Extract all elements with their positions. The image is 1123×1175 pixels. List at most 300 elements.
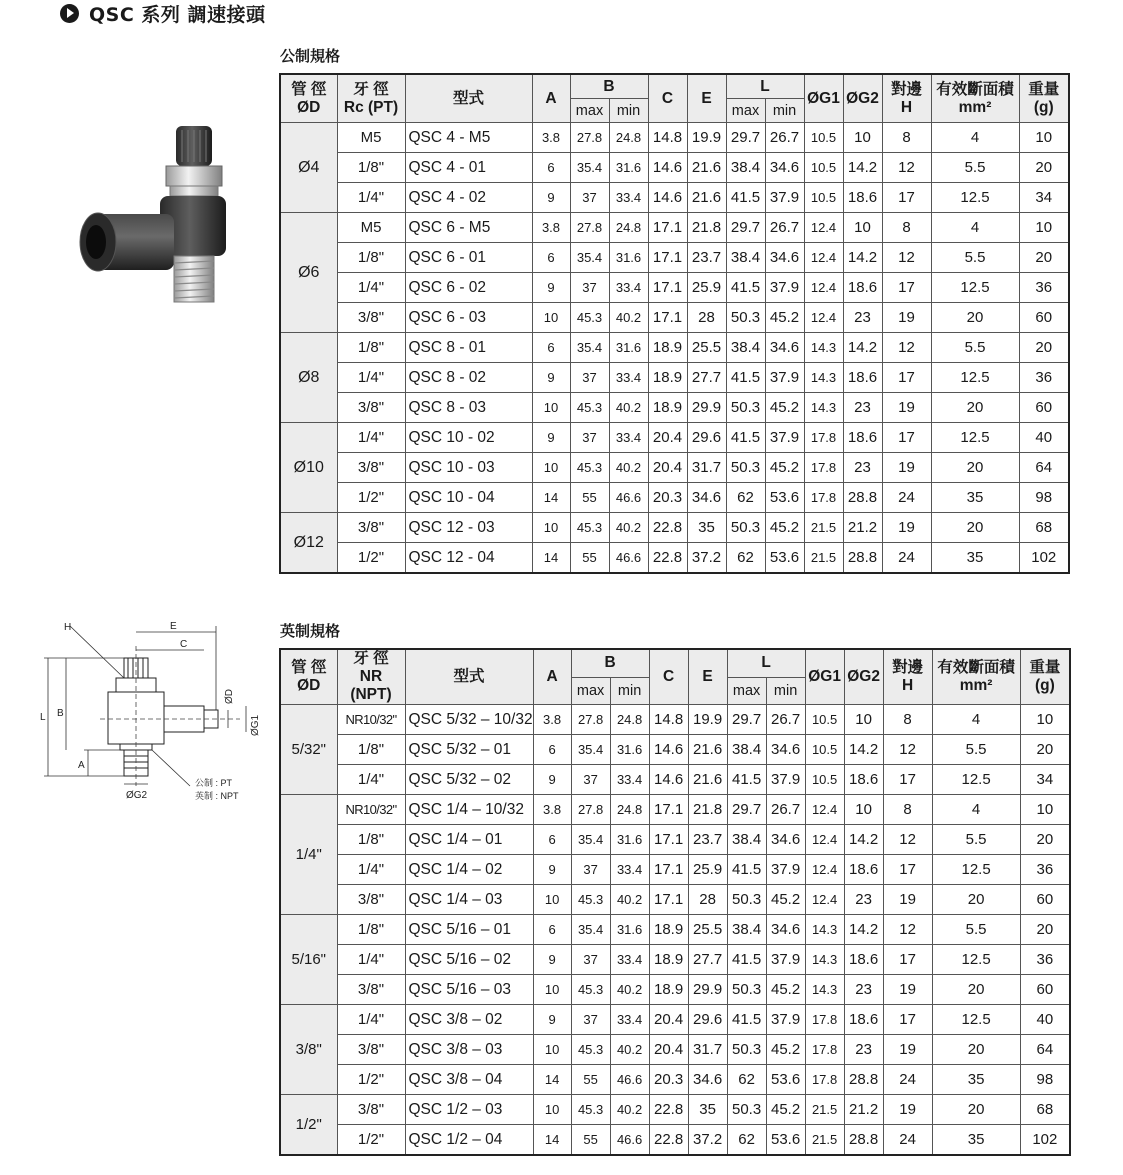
g1-cell: 14.3 — [804, 333, 843, 363]
g2-cell: 18.6 — [844, 855, 883, 885]
tube-dia-cell: Ø12 — [280, 513, 337, 574]
e-cell: 35 — [687, 513, 726, 543]
g2-cell: 23 — [843, 393, 882, 423]
e-cell: 37.2 — [687, 543, 726, 574]
drawing-label-b: B — [57, 708, 64, 719]
e-cell: 29.9 — [687, 393, 726, 423]
a-cell: 9 — [532, 183, 570, 213]
drawing-label-g2: ØG2 — [126, 790, 148, 801]
col-header-tube-dia-line: 管 徑 — [291, 659, 327, 676]
col-header-b: B — [570, 74, 648, 99]
h-cell: 17 — [882, 183, 931, 213]
a-cell: 10 — [532, 513, 570, 543]
table-row — [280, 765, 1070, 795]
col-header-thread-line: NR (NPT) — [350, 668, 392, 703]
l-max-cell: 62 — [726, 543, 765, 574]
b-min-cell: 40.2 — [609, 453, 648, 483]
col-header-l-min: min — [765, 99, 804, 123]
l-max-cell: 41.5 — [727, 1005, 766, 1035]
e-cell: 25.9 — [688, 855, 727, 885]
col-header-b: B — [571, 649, 649, 677]
a-cell: 6 — [533, 735, 571, 765]
g2-cell: 28.8 — [843, 483, 882, 513]
tube-dia-cell: 3/8" — [280, 1005, 337, 1095]
table-row — [280, 243, 1069, 273]
thread-cell: 1/4" — [337, 765, 405, 795]
tube-dia-cell: 5/32" — [280, 705, 337, 795]
metric-spec-table — [279, 73, 1070, 574]
g1-cell: 17.8 — [805, 1065, 844, 1095]
col-header-tube-dia-line: 管 徑 — [291, 80, 327, 98]
b-min-cell: 40.2 — [610, 1095, 649, 1125]
h-cell: 19 — [883, 1035, 932, 1065]
drawing-label-h: H — [64, 622, 72, 633]
g1-cell: 10.5 — [805, 735, 844, 765]
col-header-a: A — [532, 74, 570, 123]
g1-cell: 12.4 — [805, 795, 844, 825]
weight-cell: 40 — [1020, 1005, 1070, 1035]
b-max-cell: 37 — [571, 855, 610, 885]
table-row — [280, 333, 1069, 363]
c-cell: 14.6 — [648, 153, 687, 183]
col-header-area-line: mm² — [958, 98, 992, 116]
e-cell: 29.6 — [688, 1005, 727, 1035]
g2-cell: 14.2 — [843, 333, 882, 363]
model-cell: QSC 4 - 01 — [405, 153, 532, 183]
l-min-cell: 45.2 — [766, 975, 805, 1005]
thread-cell: 3/8" — [337, 1035, 405, 1065]
h-cell: 19 — [883, 1095, 932, 1125]
g1-cell: 12.4 — [804, 303, 843, 333]
col-header-b-max: max — [571, 677, 610, 704]
model-cell: QSC 8 - 01 — [405, 333, 532, 363]
l-min-cell: 26.7 — [765, 213, 804, 243]
l-min-cell: 34.6 — [766, 915, 805, 945]
col-header-weight — [1019, 74, 1069, 123]
table-row — [280, 153, 1069, 183]
g2-cell: 18.6 — [843, 363, 882, 393]
model-cell: QSC 10 - 03 — [405, 453, 532, 483]
h-cell: 8 — [883, 795, 932, 825]
l-max-cell: 29.7 — [726, 213, 765, 243]
area-cell: 20 — [931, 303, 1019, 333]
h-cell: 8 — [882, 123, 931, 153]
l-min-cell: 53.6 — [766, 1065, 805, 1095]
c-cell: 17.1 — [649, 795, 688, 825]
model-cell: QSC 1/2 – 03 — [405, 1095, 533, 1125]
h-cell: 12 — [883, 825, 932, 855]
b-min-cell: 40.2 — [609, 303, 648, 333]
area-cell: 20 — [932, 975, 1020, 1005]
weight-cell: 98 — [1020, 1065, 1070, 1095]
c-cell: 20.4 — [648, 453, 687, 483]
e-cell: 21.6 — [688, 735, 727, 765]
a-cell: 9 — [533, 855, 571, 885]
l-max-cell: 50.3 — [726, 453, 765, 483]
weight-cell: 20 — [1019, 153, 1069, 183]
b-min-cell: 24.8 — [609, 213, 648, 243]
g2-cell: 23 — [844, 1035, 883, 1065]
c-cell: 22.8 — [648, 513, 687, 543]
c-cell: 14.8 — [649, 705, 688, 735]
c-cell: 14.8 — [648, 123, 687, 153]
h-cell: 8 — [882, 213, 931, 243]
weight-cell: 36 — [1020, 945, 1070, 975]
b-max-cell: 45.3 — [570, 393, 609, 423]
thread-cell: 1/4" — [337, 1005, 405, 1035]
e-cell: 31.7 — [688, 1035, 727, 1065]
a-cell: 3.8 — [533, 795, 571, 825]
model-cell: QSC 6 - 03 — [405, 303, 532, 333]
col-header-area — [931, 74, 1019, 123]
thread-cell: 1/8" — [337, 915, 405, 945]
thread-cell: 1/4" — [337, 183, 405, 213]
model-cell: QSC 6 - 02 — [405, 273, 532, 303]
model-cell: QSC 12 - 03 — [405, 513, 532, 543]
g2-cell: 10 — [843, 123, 882, 153]
b-min-cell: 31.6 — [609, 333, 648, 363]
c-cell: 20.3 — [648, 483, 687, 513]
h-cell: 12 — [882, 243, 931, 273]
l-max-cell: 38.4 — [726, 153, 765, 183]
h-cell: 17 — [883, 765, 932, 795]
b-min-cell: 31.6 — [609, 243, 648, 273]
a-cell: 14 — [533, 1065, 571, 1095]
l-max-cell: 41.5 — [727, 765, 766, 795]
drawing-label-a: A — [78, 760, 85, 771]
model-cell: QSC 1/4 – 10/32 — [405, 795, 533, 825]
l-max-cell: 50.3 — [726, 303, 765, 333]
col-header-h-line: 對邊 — [892, 659, 924, 676]
col-header-c: C — [649, 649, 688, 705]
b-max-cell: 27.8 — [570, 213, 609, 243]
e-cell: 28 — [687, 303, 726, 333]
header-row — [280, 74, 1069, 99]
l-min-cell: 53.6 — [766, 1125, 805, 1156]
tube-dia-cell: 5/16" — [280, 915, 337, 1005]
h-cell: 24 — [883, 1125, 932, 1156]
col-header-thread-line: 牙 徑 — [353, 650, 389, 667]
h-cell: 19 — [882, 453, 931, 483]
col-header-area-line: 有效斷面積 — [936, 80, 1014, 98]
g2-cell: 23 — [843, 453, 882, 483]
area-cell: 5.5 — [932, 915, 1020, 945]
b-max-cell: 35.4 — [571, 825, 610, 855]
a-cell: 6 — [532, 243, 570, 273]
model-cell: QSC 10 - 04 — [405, 483, 532, 513]
drawing-label-e: E — [170, 621, 177, 632]
b-max-cell: 45.3 — [571, 975, 610, 1005]
b-min-cell: 24.8 — [610, 795, 649, 825]
b-max-cell: 37 — [570, 423, 609, 453]
g1-cell: 21.5 — [804, 543, 843, 574]
b-min-cell: 31.6 — [610, 735, 649, 765]
l-min-cell: 37.9 — [765, 183, 804, 213]
c-cell: 17.1 — [648, 273, 687, 303]
h-cell: 17 — [882, 273, 931, 303]
col-header-area — [932, 649, 1020, 705]
a-cell: 14 — [533, 1125, 571, 1156]
col-header-area-line: 有效斷面積 — [937, 659, 1015, 676]
g1-cell: 17.8 — [805, 1035, 844, 1065]
area-cell: 20 — [931, 453, 1019, 483]
a-cell: 10 — [532, 453, 570, 483]
b-max-cell: 35.4 — [571, 735, 610, 765]
a-cell: 3.8 — [533, 705, 571, 735]
table-row — [280, 483, 1069, 513]
col-header-h-line: H — [900, 98, 913, 116]
g1-cell: 10.5 — [804, 183, 843, 213]
model-cell: QSC 12 - 04 — [405, 543, 532, 574]
table-row — [280, 423, 1069, 453]
page-title: QSC 系列 調速接頭 — [89, 3, 266, 26]
weight-cell: 40 — [1019, 423, 1069, 453]
col-header-weight-line: (g) — [1034, 677, 1055, 694]
g1-cell: 17.8 — [804, 483, 843, 513]
a-cell: 3.8 — [532, 213, 570, 243]
inch-spec-table — [279, 648, 1071, 1156]
col-header-tube-dia — [280, 649, 337, 705]
g2-cell: 18.6 — [843, 273, 882, 303]
g1-cell: 17.8 — [804, 453, 843, 483]
area-cell: 5.5 — [931, 243, 1019, 273]
table-row — [280, 1095, 1070, 1125]
col-header-l: L — [727, 649, 805, 677]
l-min-cell: 37.9 — [766, 765, 805, 795]
l-min-cell: 45.2 — [765, 513, 804, 543]
c-cell: 20.4 — [648, 423, 687, 453]
b-max-cell: 27.8 — [571, 705, 610, 735]
col-header-thread-line: 牙 徑 — [353, 80, 389, 98]
table-row — [280, 453, 1069, 483]
col-header-area-line: mm² — [959, 677, 993, 694]
col-header-b-min: min — [609, 99, 648, 123]
l-max-cell: 41.5 — [727, 945, 766, 975]
col-header-g2: ØG2 — [844, 649, 883, 705]
e-cell: 21.6 — [687, 183, 726, 213]
tube-dia-cell: 1/4" — [280, 795, 337, 915]
area-cell: 35 — [932, 1065, 1020, 1095]
drawing-label-d: ØD — [224, 689, 235, 704]
e-cell: 34.6 — [687, 483, 726, 513]
thread-cell: M5 — [337, 213, 405, 243]
g2-cell: 18.6 — [844, 765, 883, 795]
model-cell: QSC 8 - 03 — [405, 393, 532, 423]
thread-cell: 3/8" — [337, 303, 405, 333]
c-cell: 18.9 — [648, 363, 687, 393]
b-max-cell: 37 — [570, 183, 609, 213]
l-max-cell: 41.5 — [726, 423, 765, 453]
col-header-h — [883, 649, 932, 705]
a-cell: 9 — [533, 945, 571, 975]
a-cell: 6 — [533, 915, 571, 945]
table-row — [280, 795, 1070, 825]
area-cell: 5.5 — [932, 825, 1020, 855]
area-cell: 4 — [932, 795, 1020, 825]
b-max-cell: 37 — [570, 363, 609, 393]
b-max-cell: 45.3 — [570, 513, 609, 543]
page-header — [60, 1, 266, 25]
l-min-cell: 45.2 — [765, 453, 804, 483]
l-min-cell: 34.6 — [765, 243, 804, 273]
model-cell: QSC 5/16 – 03 — [405, 975, 533, 1005]
h-cell: 12 — [883, 735, 932, 765]
l-max-cell: 62 — [726, 483, 765, 513]
area-cell: 35 — [931, 543, 1019, 574]
l-max-cell: 29.7 — [726, 123, 765, 153]
b-min-cell: 46.6 — [610, 1125, 649, 1156]
b-max-cell: 35.4 — [571, 915, 610, 945]
a-cell: 6 — [532, 153, 570, 183]
model-cell: QSC 4 - 02 — [405, 183, 532, 213]
g2-cell: 28.8 — [843, 543, 882, 574]
col-header-l-max: max — [727, 677, 766, 704]
b-min-cell: 40.2 — [610, 885, 649, 915]
b-min-cell: 31.6 — [609, 153, 648, 183]
thread-cell: 1/4" — [337, 855, 405, 885]
b-min-cell: 33.4 — [610, 855, 649, 885]
col-header-weight — [1020, 649, 1070, 705]
col-header-thread-line: Rc (PT) — [343, 98, 399, 116]
a-cell: 9 — [532, 363, 570, 393]
l-max-cell: 50.3 — [727, 885, 766, 915]
g1-cell: 14.3 — [804, 363, 843, 393]
l-min-cell: 45.2 — [766, 1095, 805, 1125]
col-header-model: 型式 — [405, 649, 533, 705]
table-row — [280, 885, 1070, 915]
table-row — [280, 513, 1069, 543]
tube-dia-cell: 1/2" — [280, 1095, 337, 1156]
c-cell: 20.4 — [649, 1035, 688, 1065]
a-cell: 9 — [532, 273, 570, 303]
col-header-e: E — [688, 649, 727, 705]
b-min-cell: 31.6 — [610, 915, 649, 945]
play-bullet-icon — [60, 4, 79, 23]
weight-cell: 60 — [1019, 303, 1069, 333]
weight-cell: 36 — [1019, 363, 1069, 393]
l-max-cell: 50.3 — [726, 513, 765, 543]
weight-cell: 20 — [1020, 825, 1070, 855]
b-max-cell: 55 — [570, 483, 609, 513]
table-row — [280, 1005, 1070, 1035]
model-cell: QSC 1/4 – 02 — [405, 855, 533, 885]
thread-cell: 1/4" — [337, 273, 405, 303]
b-max-cell: 55 — [571, 1125, 610, 1156]
table-row — [280, 855, 1070, 885]
area-cell: 20 — [932, 1035, 1020, 1065]
b-min-cell: 40.2 — [610, 975, 649, 1005]
model-cell: QSC 6 - 01 — [405, 243, 532, 273]
g2-cell: 14.2 — [843, 243, 882, 273]
a-cell: 10 — [533, 885, 571, 915]
e-cell: 21.6 — [687, 153, 726, 183]
h-cell: 24 — [883, 1065, 932, 1095]
table-row — [280, 393, 1069, 423]
b-min-cell: 24.8 — [610, 705, 649, 735]
thread-cell: M5 — [337, 123, 405, 153]
g2-cell: 23 — [844, 885, 883, 915]
l-max-cell: 50.3 — [727, 1095, 766, 1125]
a-cell: 10 — [533, 975, 571, 1005]
area-cell: 12.5 — [932, 855, 1020, 885]
model-cell: QSC 3/8 – 04 — [405, 1065, 533, 1095]
g2-cell: 18.6 — [843, 183, 882, 213]
l-max-cell: 38.4 — [726, 333, 765, 363]
l-min-cell: 53.6 — [765, 483, 804, 513]
weight-cell: 64 — [1019, 453, 1069, 483]
model-cell: QSC 1/4 – 01 — [405, 825, 533, 855]
b-max-cell: 55 — [571, 1065, 610, 1095]
drawing-note-metric: 公制 : PT — [195, 778, 233, 788]
b-min-cell: 33.4 — [609, 363, 648, 393]
a-cell: 10 — [532, 303, 570, 333]
c-cell: 22.8 — [649, 1095, 688, 1125]
thread-cell: NR10/32" — [337, 795, 405, 825]
b-min-cell: 40.2 — [609, 513, 648, 543]
c-cell: 17.1 — [648, 243, 687, 273]
area-cell: 4 — [931, 123, 1019, 153]
thread-cell: 3/8" — [337, 513, 405, 543]
col-header-b-min: min — [610, 677, 649, 704]
g2-cell: 18.6 — [844, 945, 883, 975]
c-cell: 22.8 — [648, 543, 687, 574]
table-row — [280, 303, 1069, 333]
thread-cell: 1/4" — [337, 945, 405, 975]
col-header-l: L — [726, 74, 804, 99]
area-cell: 20 — [932, 885, 1020, 915]
c-cell: 18.9 — [648, 393, 687, 423]
b-max-cell: 37 — [571, 765, 610, 795]
col-header-e: E — [687, 74, 726, 123]
inch-section-label: 英制規格 — [280, 622, 341, 640]
model-cell: QSC 5/16 – 01 — [405, 915, 533, 945]
thread-cell: 3/8" — [337, 453, 405, 483]
g1-cell: 14.3 — [805, 915, 844, 945]
g1-cell: 12.4 — [804, 243, 843, 273]
e-cell: 21.6 — [688, 765, 727, 795]
thread-cell: 1/8" — [337, 243, 405, 273]
model-cell: QSC 5/32 – 10/32 — [405, 705, 533, 735]
area-cell: 35 — [932, 1125, 1020, 1156]
g1-cell: 17.8 — [805, 1005, 844, 1035]
l-min-cell: 45.2 — [766, 885, 805, 915]
b-max-cell: 45.3 — [571, 1035, 610, 1065]
col-header-l-max: max — [726, 99, 765, 123]
tube-dia-cell: Ø8 — [280, 333, 337, 423]
b-max-cell: 37 — [571, 945, 610, 975]
col-header-b-max: max — [570, 99, 609, 123]
h-cell: 12 — [882, 153, 931, 183]
weight-cell: 20 — [1019, 333, 1069, 363]
g2-cell: 10 — [844, 705, 883, 735]
e-cell: 25.5 — [688, 915, 727, 945]
h-cell: 19 — [882, 393, 931, 423]
e-cell: 25.5 — [687, 333, 726, 363]
l-max-cell: 29.7 — [727, 795, 766, 825]
e-cell: 34.6 — [688, 1065, 727, 1095]
g1-cell: 12.4 — [805, 825, 844, 855]
table-row — [280, 945, 1070, 975]
weight-cell: 60 — [1019, 393, 1069, 423]
table-row — [280, 213, 1069, 243]
c-cell: 18.9 — [649, 915, 688, 945]
weight-cell: 36 — [1019, 273, 1069, 303]
g1-cell: 14.3 — [805, 975, 844, 1005]
weight-cell: 36 — [1020, 855, 1070, 885]
l-min-cell: 34.6 — [766, 735, 805, 765]
b-min-cell: 33.4 — [609, 273, 648, 303]
h-cell: 12 — [882, 333, 931, 363]
